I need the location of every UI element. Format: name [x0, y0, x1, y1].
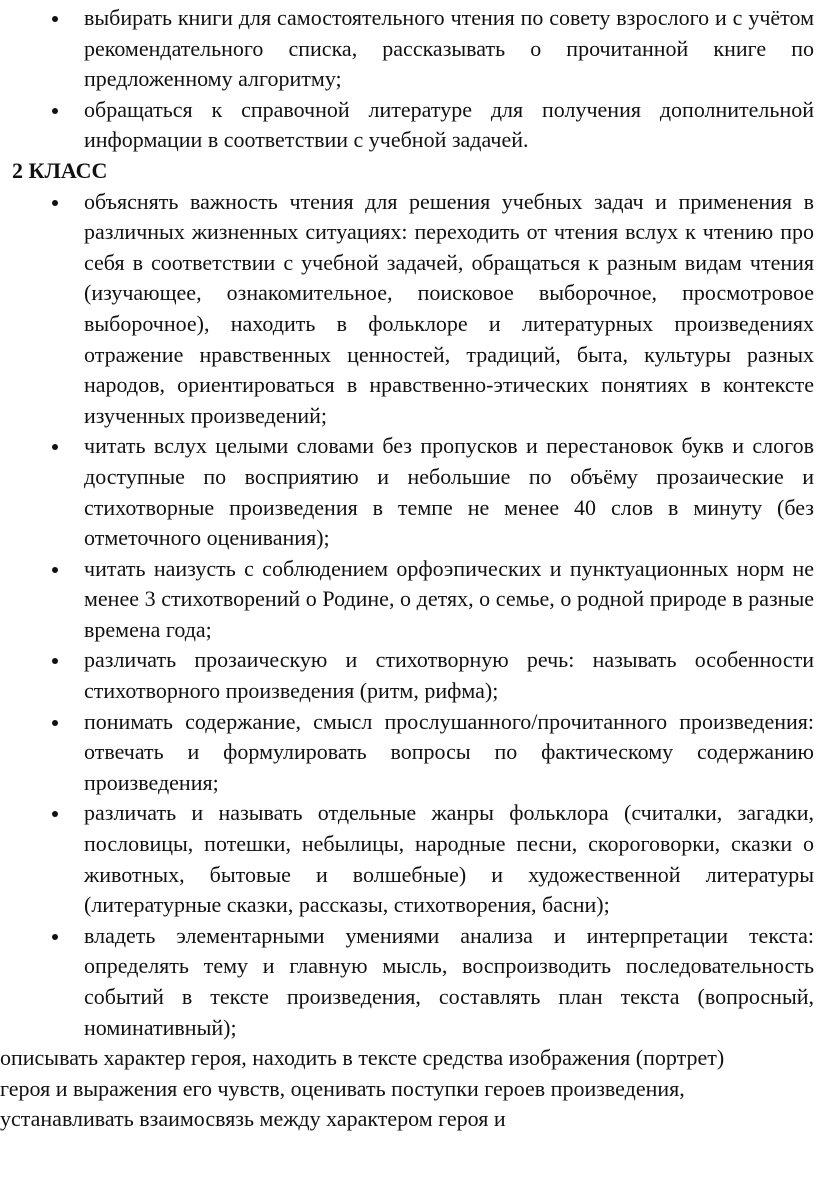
list-item-text: различать прозаическую и стихотворную речь: называть особенности стихотворного произведения (ритм, рифма);	[84, 647, 814, 704]
list-item	[0, 645, 816, 706]
list-item-text: объяснять важность чтения для решения учебных задач и применения в различных жизненных ситуациях: переходить от чтения вслух к чтению про себя в соответствии с учебной задачей, обращаться к разным видам чтения (изучающее, ознакомительное, поисковое выборочное, просмотровое выборочное), находить в фольклоре и литературных произведениях отражение нравственных ценностей, традиций, быта, культуры разных народов, ориентироваться в нравственно-этических понятиях в контексте изученных произведений;	[84, 188, 814, 428]
paragraph-line: описывать характер героя, находить в тексте средства изображения (портрет)	[0, 1045, 725, 1071]
list-item	[0, 3, 816, 95]
bullet-icon	[52, 567, 58, 573]
list-item	[0, 921, 816, 1043]
bullet-icon	[52, 934, 58, 940]
list-item-text: читать наизусть с соблюдением орфоэпических и пунктуационных норм не менее 3 стихотворений о Родине, о детях, о семье, о родной природе в разные времена года;	[84, 555, 814, 642]
bullet-icon	[52, 811, 58, 817]
list-item-text: обращаться к справочной литературе для получения дополнительной информации в соответствии с учебной задачей.	[84, 96, 814, 153]
paragraph-line: героя и выражения его чувств, оценивать поступки героев произведения,	[0, 1075, 685, 1101]
trailing-paragraph	[0, 1043, 816, 1135]
list-item-text: выбирать книги для самостоятельного чтения по совету взрослого и с учётом рекомендательного списка, рассказывать о прочитанной книге по предложенному алгоритму;	[84, 5, 814, 92]
section-heading: 2 КЛАСС	[12, 157, 108, 183]
list-item-text: различать и называть отдельные жанры фольклора (считалки, загадки, пословицы, потешки, небылицы, народные песни, скороговорки, сказки о животных, бытовые и волшебные) и художественной литературы (литературные сказки, рассказы, стихотворения, басни);	[84, 800, 814, 918]
list-item	[0, 187, 816, 432]
bullet-list-grade-1	[0, 3, 816, 156]
bullet-list-grade-2	[0, 187, 816, 1044]
list-item-text: читать вслух целыми словами без пропусков и перестановок букв и слогов доступные по восприятию и небольшие по объёму прозаические и стихотворные произведения в темпе не менее 40 слов в минуту (без отметочного оценивания);	[84, 433, 814, 551]
list-item-text: понимать содержание, смысл прослушанного/прочитанного произведения: отвечать и формулировать вопросы по фактическому содержанию произведения;	[84, 708, 814, 795]
bullet-icon	[52, 720, 58, 726]
paragraph-line: устанавливать взаимосвязь между характером героя и	[0, 1106, 506, 1132]
list-item-text: владеть элементарными умениями анализа и интерпретации текста: определять тему и главную мысль, воспроизводить последовательность событий в тексте произведения, составлять план текста (вопросный, номинативный);	[84, 922, 814, 1040]
bullet-icon	[52, 444, 58, 450]
list-item	[0, 95, 816, 156]
list-item	[0, 554, 816, 646]
list-item	[0, 707, 816, 799]
bullet-icon	[52, 108, 58, 114]
list-item	[0, 431, 816, 553]
list-item	[0, 798, 816, 920]
bullet-icon	[52, 658, 58, 664]
bullet-icon	[52, 16, 58, 22]
bullet-icon	[52, 200, 58, 206]
